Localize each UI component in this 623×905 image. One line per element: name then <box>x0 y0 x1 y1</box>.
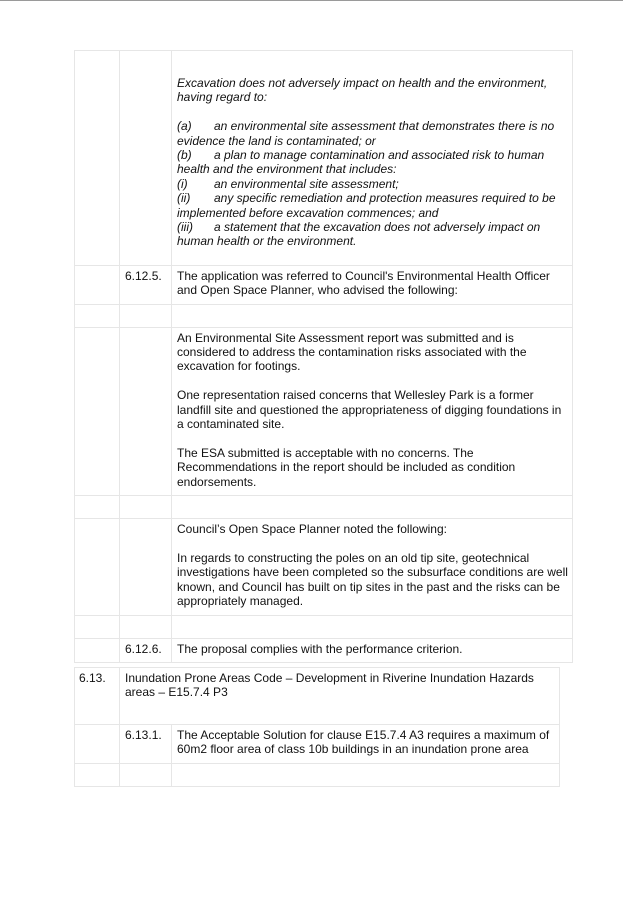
table-row <box>75 668 560 725</box>
section-heading-6-13: Inundation Prone Areas Code – Development in Riverine Inundation Hazards areas – E15.7.4 P3 <box>120 668 560 725</box>
osp-paragraph-1: Council’s Open Space Planner noted the following: <box>177 522 447 537</box>
quote-intro: Excavation does not adversely impact on health and the environment, having regard to: <box>177 76 548 105</box>
planning-scheme-quote <box>172 51 573 266</box>
table-row <box>75 763 560 786</box>
quote-item-b: (b) a plan to manage contamination and associated risk to human health and the environment that includes: <box>177 148 545 177</box>
quote-item-a: (a) an environmental site assessment that demonstrates there is no evidence the land is contaminated; or <box>177 119 555 148</box>
ehs-paragraph-3: The ESA submitted is acceptable with no concerns. The Recommendations in the report should be included as condition endorsements. <box>177 445 516 489</box>
quote-item-iii: (iii) a statement that the excavation does not adversely impact on human health or the environment. <box>177 220 541 249</box>
table-row <box>75 724 560 763</box>
table-row <box>75 265 573 304</box>
table-row <box>75 496 573 519</box>
item-number-6-13-1: 6.13.1. <box>120 724 172 763</box>
quote-item-ii: (ii) any specific remediation and protection measures required to be implemented before excavation commences; and <box>177 191 556 220</box>
table-row <box>75 638 573 662</box>
item-number-6-12-6: 6.12.6. <box>120 638 172 662</box>
environmental-health-advice <box>172 327 573 495</box>
ehs-paragraph-1: An Environmental Site Assessment report was submitted and is considered to address the contamination risks associated with the excavation for footings. <box>177 330 527 374</box>
osp-paragraph-2: In regards to constructing the poles on an old tip site, geotechnical investigations have been completed so the subsurface conditions are well known, and Council has built on tip sites in the past and the risks can be appropriately managed. <box>177 550 568 609</box>
section-6-13-table <box>74 667 560 787</box>
section-6-12-table <box>74 50 573 663</box>
table-row <box>75 615 573 638</box>
item-text-6-13-1: The Acceptable Solution for clause E15.7.4 A3 requires a maximum of 60m2 floor area of class 10b buildings in an inundation prone area <box>172 724 560 763</box>
quote-item-i: (i) an environmental site assessment; <box>177 176 399 191</box>
item-text-6-12-5: The application was referred to Council's Environmental Health Officer and Open Space Planner, who advised the following: <box>172 265 573 304</box>
table-row <box>75 51 573 266</box>
open-space-planner-advice <box>172 519 573 615</box>
page-top-border <box>0 0 623 1</box>
table-row <box>75 304 573 327</box>
item-number-6-12-5: 6.12.5. <box>120 265 172 304</box>
ehs-paragraph-2: One representation raised concerns that Wellesley Park is a former landfill site and questioned the appropriateness of digging foundations in a contaminated site. <box>177 388 562 432</box>
table-row <box>75 327 573 495</box>
table-row <box>75 519 573 615</box>
item-text-6-12-6: The proposal complies with the performance criterion. <box>172 638 573 662</box>
section-number-6-13: 6.13. <box>75 668 120 725</box>
